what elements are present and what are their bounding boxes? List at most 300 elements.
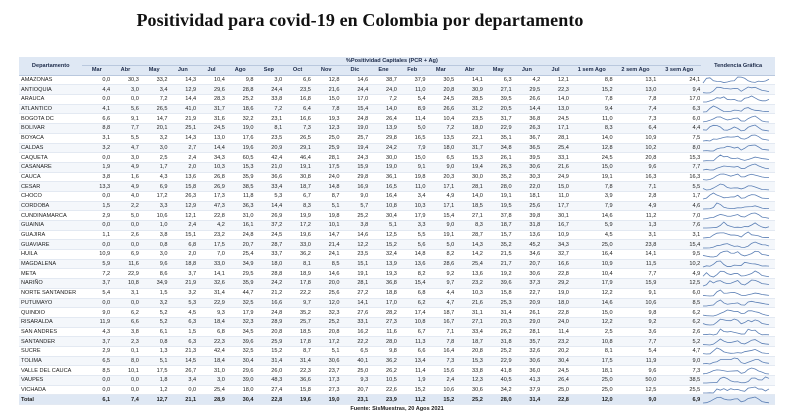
positivity-cell: 35,7 (513, 337, 542, 347)
trend-line (703, 77, 769, 83)
positivity-cell: 28,2 (369, 308, 398, 318)
positivity-cell: 30,0 (455, 172, 484, 182)
positivity-cell: 33,7 (255, 250, 284, 260)
positivity-cell: 2,5 (570, 327, 614, 337)
positivity-cell: 26,7 (169, 366, 198, 376)
positivity-cell: 17,5 (312, 162, 341, 172)
positivity-cell: 7,8 (570, 182, 614, 192)
positivity-cell: 32,5 (226, 298, 255, 308)
positivity-cell: 45,2 (513, 240, 542, 250)
positivity-cell: 10,8 (111, 279, 140, 289)
positivity-cell: 16,6 (541, 259, 570, 269)
positivity-cell: 3,1 (111, 288, 140, 298)
positivity-cell: 10,6 (140, 211, 169, 221)
positivity-cell: 6,3 (169, 337, 198, 347)
positivity-cell: 25,2 (226, 95, 255, 105)
trend-sparkline (701, 396, 771, 404)
positivity-cell: 24,0 (541, 317, 570, 327)
positivity-cell: 36,3 (226, 201, 255, 211)
trend-line (703, 106, 769, 112)
positivity-cell: 13,9 (369, 124, 398, 134)
positivity-cell: 0,0 (82, 95, 111, 105)
positivity-cell: 34,3 (197, 153, 226, 163)
positivity-cell: 20,3 (484, 317, 513, 327)
positivity-cell: 0,0 (82, 385, 111, 395)
positivity-cell: 18,7 (427, 308, 456, 318)
trend-line (703, 329, 769, 335)
positivity-cell: 2,3 (111, 337, 140, 347)
positivity-cell: 28,1 (312, 153, 341, 163)
column-header: 1 sem Ago (570, 66, 614, 76)
positivity-cell: 32,5 (226, 346, 255, 356)
positivity-cell: 31,8 (484, 337, 513, 347)
positivity-cell: 17,2 (283, 221, 312, 231)
positivity-table (19, 57, 775, 414)
trend-line (703, 310, 769, 316)
positivity-cell: 27,4 (255, 385, 284, 395)
positivity-cell: 1,5 (169, 327, 198, 337)
positivity-cell: 35,9 (226, 172, 255, 182)
department-name: GUAJIRA (19, 230, 82, 240)
table-row (19, 114, 775, 124)
positivity-cell: 17,9 (226, 308, 255, 318)
positivity-cell: 20,1 (140, 124, 169, 134)
trend-cell (701, 104, 775, 114)
positivity-cell: 2,4 (427, 376, 456, 386)
positivity-cell: 15,4 (398, 279, 427, 289)
positivity-cell: 8,5 (657, 298, 701, 308)
positivity-cell: 19,0 (541, 288, 570, 298)
group-header: %Positividad Capitales (PCR + Ag) (82, 57, 701, 66)
positivity-cell: 12,2 (570, 317, 614, 327)
positivity-cell: 36,6 (283, 376, 312, 386)
positivity-cell: 22,3 (197, 337, 226, 347)
table-row (19, 269, 775, 279)
positivity-cell: 14,1 (614, 250, 658, 260)
positivity-cell: 31,4 (197, 288, 226, 298)
positivity-cell: 12,8 (570, 143, 614, 153)
positivity-cell: 24,5 (427, 95, 456, 105)
positivity-cell: 41,8 (484, 366, 513, 376)
positivity-cell: 5,4 (398, 95, 427, 105)
positivity-cell: 9,1 (398, 162, 427, 172)
positivity-cell: 25,2 (484, 346, 513, 356)
positivity-cell: 10,4 (427, 114, 456, 124)
positivity-cell: 10,4 (197, 75, 226, 85)
positivity-cell: 27,1 (455, 317, 484, 327)
positivity-cell: 10,2 (614, 143, 658, 153)
positivity-cell: 13,1 (614, 75, 658, 85)
positivity-cell: 14,0 (570, 133, 614, 143)
positivity-cell: 37,3 (513, 279, 542, 289)
source-note: Fuente: SisMuestras, 20 Agos 2021 (19, 405, 775, 414)
positivity-cell: 3,2 (169, 288, 198, 298)
positivity-cell: 10,2 (657, 259, 701, 269)
positivity-cell: 31,4 (484, 308, 513, 318)
positivity-cell: 21,6 (455, 298, 484, 308)
positivity-cell: 28,7 (255, 240, 284, 250)
positivity-cell: 19,9 (283, 211, 312, 221)
trend-sparkline (701, 173, 771, 181)
positivity-cell: 2,0 (169, 162, 198, 172)
positivity-cell: 9,6 (614, 366, 658, 376)
positivity-cell: 19,6 (226, 143, 255, 153)
positivity-cell: 7,3 (283, 124, 312, 134)
positivity-cell: 19,3 (369, 269, 398, 279)
positivity-cell: 9,3 (341, 376, 370, 386)
positivity-cell: 30,6 (513, 356, 542, 366)
positivity-cell: 32,6 (513, 346, 542, 356)
positivity-cell: 9,6 (140, 259, 169, 269)
positivity-cell: 3,8 (140, 230, 169, 240)
positivity-cell: 4,2 (197, 221, 226, 231)
positivity-cell: 4,9 (657, 269, 701, 279)
positivity-cell: 8,1 (255, 124, 284, 134)
positivity-cell: 14,0 (541, 95, 570, 105)
positivity-cell: 20,7 (341, 385, 370, 395)
trend-cell (701, 385, 775, 395)
positivity-cell: 31,2 (455, 104, 484, 114)
positivity-cell: 3,7 (82, 337, 111, 347)
positivity-cell: 34,9 (226, 259, 255, 269)
positivity-cell: 9,0 (427, 162, 456, 172)
positivity-cell: 15,3 (657, 153, 701, 163)
positivity-cell: 24,2 (369, 143, 398, 153)
positivity-cell: 31,8 (513, 221, 542, 231)
trend-sparkline (701, 309, 771, 317)
positivity-cell: 28,8 (255, 269, 284, 279)
positivity-cell: 21,7 (484, 259, 513, 269)
positivity-cell: 12,1 (169, 211, 198, 221)
positivity-cell: 19,5 (484, 201, 513, 211)
positivity-cell: 14,4 (255, 201, 284, 211)
positivity-cell: 10,1 (312, 221, 341, 231)
positivity-cell: 14,0 (369, 104, 398, 114)
trend-cell (701, 182, 775, 192)
department-name: SAN ANDRES (19, 327, 82, 337)
positivity-cell: 15,2 (570, 85, 614, 95)
positivity-cell: 19,1 (341, 269, 370, 279)
column-header: Jul (541, 66, 570, 76)
column-header: Nov (312, 66, 341, 76)
positivity-cell: 15,0 (398, 153, 427, 163)
trend-sparkline (701, 105, 771, 113)
positivity-cell: 32,6 (197, 279, 226, 289)
positivity-cell: 6,1 (82, 395, 111, 405)
positivity-cell: 6,2 (111, 308, 140, 318)
positivity-cell: 6,4 (283, 104, 312, 114)
positivity-cell: 31,7 (455, 143, 484, 153)
positivity-cell: 40,5 (484, 376, 513, 386)
positivity-cell: 3,2 (140, 133, 169, 143)
positivity-cell: 33,0 (197, 259, 226, 269)
positivity-cell: 29,1 (283, 143, 312, 153)
positivity-cell: 34,9 (140, 279, 169, 289)
positivity-cell: 10,8 (398, 317, 427, 327)
positivity-cell: 0,0 (111, 376, 140, 386)
positivity-cell: 8,0 (111, 356, 140, 366)
positivity-cell: 17,9 (570, 279, 614, 289)
positivity-cell: 6,8 (169, 240, 198, 250)
positivity-cell: 20,8 (255, 327, 284, 337)
positivity-cell: 5,3 (255, 191, 284, 201)
positivity-cell: 7,2 (369, 95, 398, 105)
positivity-cell: 28,0 (484, 395, 513, 405)
trend-sparkline (701, 386, 771, 394)
positivity-cell: 15,0 (541, 182, 570, 192)
positivity-cell: 16,1 (226, 221, 255, 231)
column-header: Abr (455, 66, 484, 76)
positivity-cell: 8,8 (570, 75, 614, 85)
positivity-cell: 22,9 (484, 124, 513, 134)
positivity-cell: 7,3 (657, 366, 701, 376)
trend-sparkline (701, 221, 771, 229)
positivity-cell: 23,1 (255, 114, 284, 124)
trend-line (703, 387, 769, 393)
positivity-cell: 13,3 (82, 182, 111, 192)
trend-sparkline (701, 250, 771, 258)
positivity-cell: 37,2 (255, 221, 284, 231)
positivity-cell: 4,2 (513, 75, 542, 85)
positivity-cell: 5,1 (140, 356, 169, 366)
positivity-cell: 4,5 (570, 230, 614, 240)
positivity-cell: 19,0 (226, 124, 255, 134)
positivity-cell: 33,8 (255, 95, 284, 105)
positivity-cell: 30,6 (513, 269, 542, 279)
positivity-cell: 9,2 (427, 269, 456, 279)
positivity-cell: 22,9 (484, 356, 513, 366)
positivity-cell: 16,6 (255, 298, 284, 308)
positivity-cell: 7,4 (614, 104, 658, 114)
positivity-cell: 25,2 (455, 395, 484, 405)
positivity-cell: 22,0 (513, 182, 542, 192)
positivity-cell: 9,4 (570, 104, 614, 114)
positivity-cell: 12,0 (312, 298, 341, 308)
positivity-cell: 15,0 (312, 95, 341, 105)
positivity-cell: 10,3 (197, 162, 226, 172)
positivity-cell: 0,0 (111, 240, 140, 250)
positivity-cell: 11,3 (398, 337, 427, 347)
positivity-cell: 13,9 (369, 259, 398, 269)
table-row (19, 279, 775, 289)
positivity-cell: 7,7 (111, 124, 140, 134)
positivity-cell: 36,5 (513, 143, 542, 153)
positivity-cell: 33,1 (341, 317, 370, 327)
positivity-cell: 33,2 (140, 75, 169, 85)
positivity-cell: 4,1 (82, 104, 111, 114)
table-row (19, 240, 775, 250)
trend-line (703, 261, 769, 267)
positivity-cell: 24,1 (657, 75, 701, 85)
positivity-cell: 9,7 (283, 298, 312, 308)
table-row (19, 327, 775, 337)
positivity-cell: 17,3 (312, 376, 341, 386)
positivity-cell: 12,3 (312, 124, 341, 134)
positivity-cell: 0,8 (140, 337, 169, 347)
department-name: CESAR (19, 182, 82, 192)
positivity-cell: 44,7 (226, 288, 255, 298)
positivity-cell: 26,9 (255, 211, 284, 221)
positivity-cell: 20,8 (455, 346, 484, 356)
positivity-cell: 25,9 (312, 143, 341, 153)
positivity-cell: 29,6 (226, 366, 255, 376)
positivity-cell: 2,4 (169, 221, 198, 231)
positivity-cell: 6,7 (398, 327, 427, 337)
positivity-cell: 19,8 (312, 211, 341, 221)
department-name: CORDOBA (19, 201, 82, 211)
column-header: Jun (513, 66, 542, 76)
positivity-cell: 22,6 (369, 385, 398, 395)
trend-sparkline (701, 338, 771, 346)
trend-cell (701, 288, 775, 298)
department-name: VICHADA (19, 385, 82, 395)
trend-sparkline (701, 202, 771, 210)
positivity-cell: 29,0 (513, 317, 542, 327)
positivity-cell: 1,5 (82, 201, 111, 211)
source-row (19, 405, 775, 414)
department-name: CHOCO (19, 191, 82, 201)
positivity-cell: 5,9 (82, 259, 111, 269)
positivity-cell: 29,5 (226, 269, 255, 279)
positivity-cell: 12,7 (140, 395, 169, 405)
trend-line (703, 339, 769, 345)
positivity-cell: 27,2 (341, 288, 370, 298)
trend-sparkline (701, 154, 771, 162)
positivity-cell: 3,2 (140, 298, 169, 308)
column-header: Ago (226, 66, 255, 76)
positivity-cell: 4,6 (657, 201, 701, 211)
positivity-cell: 39,0 (226, 376, 255, 386)
trend-cell (701, 75, 775, 85)
positivity-cell: 30,6 (312, 356, 341, 366)
positivity-cell: 30,9 (455, 85, 484, 95)
trend-line (703, 358, 769, 364)
positivity-cell: 24,9 (541, 172, 570, 182)
trend-cell (701, 269, 775, 279)
positivity-cell: 2,5 (140, 153, 169, 163)
positivity-cell: 10,4 (570, 269, 614, 279)
department-name: ATLANTICO (19, 104, 82, 114)
table-row (19, 308, 775, 318)
positivity-cell: 26,4 (369, 114, 398, 124)
table-row (19, 162, 775, 172)
trend-line (703, 232, 769, 238)
department-name: QUINDIO (19, 308, 82, 318)
positivity-cell: 14,6 (570, 298, 614, 308)
positivity-cell: 14,6 (341, 75, 370, 85)
positivity-cell: 14,1 (455, 75, 484, 85)
positivity-cell: 14,4 (197, 143, 226, 153)
column-header: Sep (255, 66, 284, 76)
table-row (19, 288, 775, 298)
positivity-cell: 28,1 (455, 182, 484, 192)
positivity-cell: 25,7 (283, 317, 312, 327)
trend-line (703, 155, 769, 161)
positivity-cell: 26,3 (513, 124, 542, 134)
trend-cell (701, 327, 775, 337)
positivity-cell: 4,4 (427, 288, 456, 298)
positivity-cell: 15,8 (169, 182, 198, 192)
positivity-cell: 9,7 (427, 279, 456, 289)
positivity-cell: 31,0 (197, 366, 226, 376)
positivity-cell: 3,6 (614, 327, 658, 337)
positivity-cell: 23,1 (341, 395, 370, 405)
positivity-cell: 18,8 (369, 288, 398, 298)
positivity-cell: 4,7 (657, 346, 701, 356)
trend-line (703, 397, 769, 403)
positivity-cell: 60,5 (226, 153, 255, 163)
positivity-cell: 6,8 (398, 288, 427, 298)
positivity-cell: 23,2 (197, 230, 226, 240)
positivity-cell: 9,0 (427, 221, 456, 231)
positivity-cell: 4,3 (140, 172, 169, 182)
positivity-cell: 12,1 (541, 75, 570, 85)
trend-cell (701, 366, 775, 376)
positivity-cell: 39,6 (226, 337, 255, 347)
positivity-cell: 32,7 (541, 250, 570, 260)
positivity-cell: 20,9 (513, 298, 542, 308)
positivity-cell: 26,3 (169, 191, 198, 201)
positivity-cell: 30,4 (226, 356, 255, 366)
trend-line (703, 271, 769, 277)
positivity-cell: 6,3 (169, 317, 198, 327)
positivity-cell: 33,4 (255, 182, 284, 192)
positivity-cell: 12,2 (341, 240, 370, 250)
trend-sparkline (701, 347, 771, 355)
positivity-cell: 20,0 (312, 279, 341, 289)
positivity-cell: 27,6 (341, 308, 370, 318)
positivity-cell: 35,2 (484, 240, 513, 250)
positivity-cell: 23,5 (455, 114, 484, 124)
column-header: Oct (283, 66, 312, 76)
trend-cell (701, 95, 775, 105)
positivity-cell: 23,2 (455, 279, 484, 289)
positivity-cell: 3,0 (111, 85, 140, 95)
positivity-cell: 36,8 (369, 279, 398, 289)
positivity-cell: 11,9 (614, 356, 658, 366)
table-row (19, 230, 775, 240)
positivity-cell: 5,5 (398, 230, 427, 240)
table-row (19, 385, 775, 395)
positivity-cell: 21,2 (255, 288, 284, 298)
positivity-cell: 17,0 (369, 298, 398, 308)
trend-sparkline (701, 328, 771, 336)
positivity-cell: 10,1 (111, 366, 140, 376)
trend-line (703, 184, 769, 190)
positivity-cell: 7,8 (427, 337, 456, 347)
positivity-cell: 13,6 (398, 259, 427, 269)
positivity-cell: 8,3 (283, 201, 312, 211)
positivity-cell: 15,3 (455, 153, 484, 163)
positivity-cell: 20,8 (312, 327, 341, 337)
trend-cell (701, 162, 775, 172)
table-row (19, 221, 775, 231)
positivity-cell: 30,5 (427, 75, 456, 85)
positivity-cell: 19,6 (283, 395, 312, 405)
positivity-cell: 20,5 (484, 104, 513, 114)
positivity-cell: 15,8 (283, 385, 312, 395)
trend-sparkline (701, 260, 771, 268)
trend-sparkline (701, 163, 771, 171)
positivity-cell: 38,5 (226, 182, 255, 192)
positivity-cell: 2,4 (169, 153, 198, 163)
positivity-cell: 25,0 (570, 240, 614, 250)
trend-line (703, 125, 769, 131)
department-name: SANTANDER (19, 337, 82, 347)
positivity-cell: 31,4 (513, 395, 542, 405)
positivity-cell: 1,1 (82, 230, 111, 240)
trend-line (703, 116, 769, 122)
